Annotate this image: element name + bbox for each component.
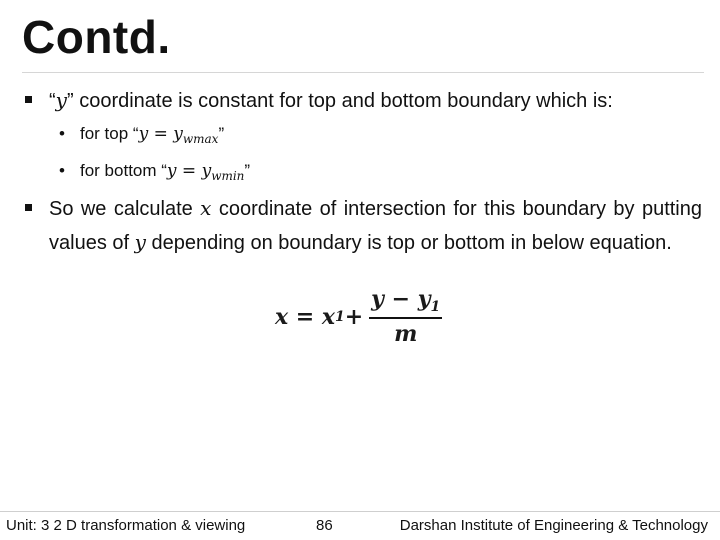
square-bullet-icon — [25, 96, 32, 103]
footer-page-number: 86 — [316, 517, 333, 534]
sub-bullet-top: • for top “$y = y_{wmax}$” — [22, 118, 702, 155]
title-divider — [22, 72, 704, 73]
equation-fraction — [369, 286, 442, 347]
fraction-denominator: m — [394, 321, 418, 347]
slide-footer — [0, 511, 720, 540]
bullet-1: “y” coordinate is constant for top and bottom boundary which is: — [22, 84, 702, 118]
math-y: y — [134, 230, 146, 254]
math-x: x — [200, 196, 212, 220]
math-ywmin: y = y — [166, 161, 212, 181]
math-ywmax: y = y — [138, 124, 183, 144]
footer-unit: Unit: 3 2 D transformation & viewing — [6, 517, 246, 534]
round-bullet-icon: • — [59, 124, 65, 143]
intersection-equation: x = x 1 + $\frac{y - y_1}{m}$ — [275, 286, 441, 347]
slide-title: Contd. — [22, 11, 171, 63]
sub-bullet-bottom: • for bottom “$y = y_{wmin}$” — [22, 155, 702, 192]
math-y: y — [55, 88, 67, 112]
footer-institute: Darshan Institute of Engineering & Technology — [399, 517, 708, 534]
round-bullet-icon: • — [59, 161, 65, 180]
square-bullet-icon — [25, 204, 32, 211]
fraction-numerator: $y - y_1$ — [369, 286, 442, 319]
slide-content — [22, 84, 702, 260]
bullet-2: So we calculate x coordinate of intersection for this boundary by putting values of y depending on boundary is top or bottom in below equation. — [22, 192, 702, 260]
